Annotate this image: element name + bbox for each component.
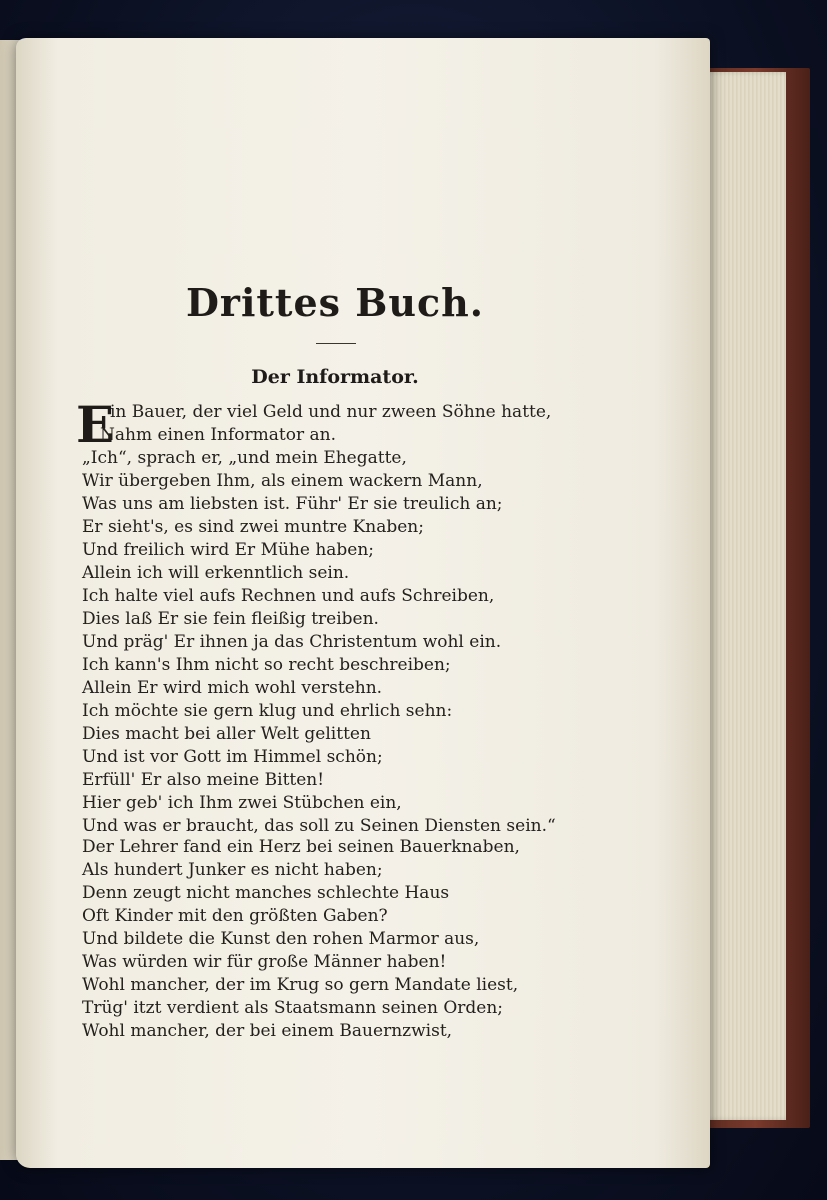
book-title: Drittes Buch. (185, 280, 485, 325)
verse-line: Wir übergeben Ihm, als einem wackern Mann, (82, 471, 483, 491)
verse-line: Und was er braucht, das soll zu Seinen Diensten sein.“ (82, 816, 556, 836)
verse-line: in Bauer, der viel Geld und nur zween Söhne hatte, (110, 402, 552, 422)
verse-line: Ich halte viel aufs Rechnen und aufs Schreiben, (82, 586, 495, 606)
verse-line: „Ich“, sprach er, „und mein Ehegatte, (82, 448, 407, 468)
verse-line: Hier geb' ich Ihm zwei Stübchen ein, (82, 793, 402, 813)
verse-line: Trüg' itzt verdient als Staatsmann seinen Orden; (82, 998, 504, 1018)
verse-line: Denn zeugt nicht manches schlechte Haus (82, 883, 450, 903)
verse-line: Als hundert Junker es nicht haben; (82, 860, 383, 880)
verse-line: Er sieht's, es sind zwei muntre Knaben; (82, 517, 424, 537)
verse-line: Allein ich will erkenntlich sein. (82, 563, 350, 583)
verse-line: Der Lehrer fand ein Herz bei seinen Bauerknaben, (82, 837, 520, 857)
stanza-1 (82, 401, 662, 838)
verse-line: Und bildete die Kunst den rohen Marmor aus, (82, 929, 480, 949)
verse-line: Oft Kinder mit den größten Gaben? (82, 906, 388, 926)
verse-line: Und ist vor Gott im Himmel schön; (82, 747, 383, 767)
verse-line: Nahm einen Informator an. (100, 425, 336, 445)
poem-title: Der Informator. (251, 366, 419, 388)
verse-line: Erfüll' Er also meine Bitten! (82, 770, 325, 790)
verse-line: Dies laß Er sie fein fleißig treiben. (82, 609, 379, 629)
verse-line: Wohl mancher, der im Krug so gern Mandate liest, (82, 975, 519, 995)
verse-line: Was uns am liebsten ist. Führ' Er sie treulich an; (82, 494, 503, 514)
drop-cap: E (76, 395, 115, 454)
verse-line: Was würden wir für große Männer haben! (82, 952, 447, 972)
verse-line: Ich kann's Ihm nicht so recht beschreiben; (82, 655, 451, 675)
verse-line: Und freilich wird Er Mühe haben; (82, 540, 375, 560)
verse-line: Allein Er wird mich wohl verstehn. (82, 678, 383, 698)
title-divider (316, 343, 356, 344)
verse-line: Ich möchte sie gern klug und ehrlich sehn: (82, 701, 453, 721)
stanza-2 (82, 836, 662, 1043)
verse-line: Wohl mancher, der bei einem Bauernzwist, (82, 1021, 453, 1041)
verse-line: Und präg' Er ihnen ja das Christentum wohl ein. (82, 632, 502, 652)
verse-line: Dies macht bei aller Welt gelitten (82, 724, 371, 744)
